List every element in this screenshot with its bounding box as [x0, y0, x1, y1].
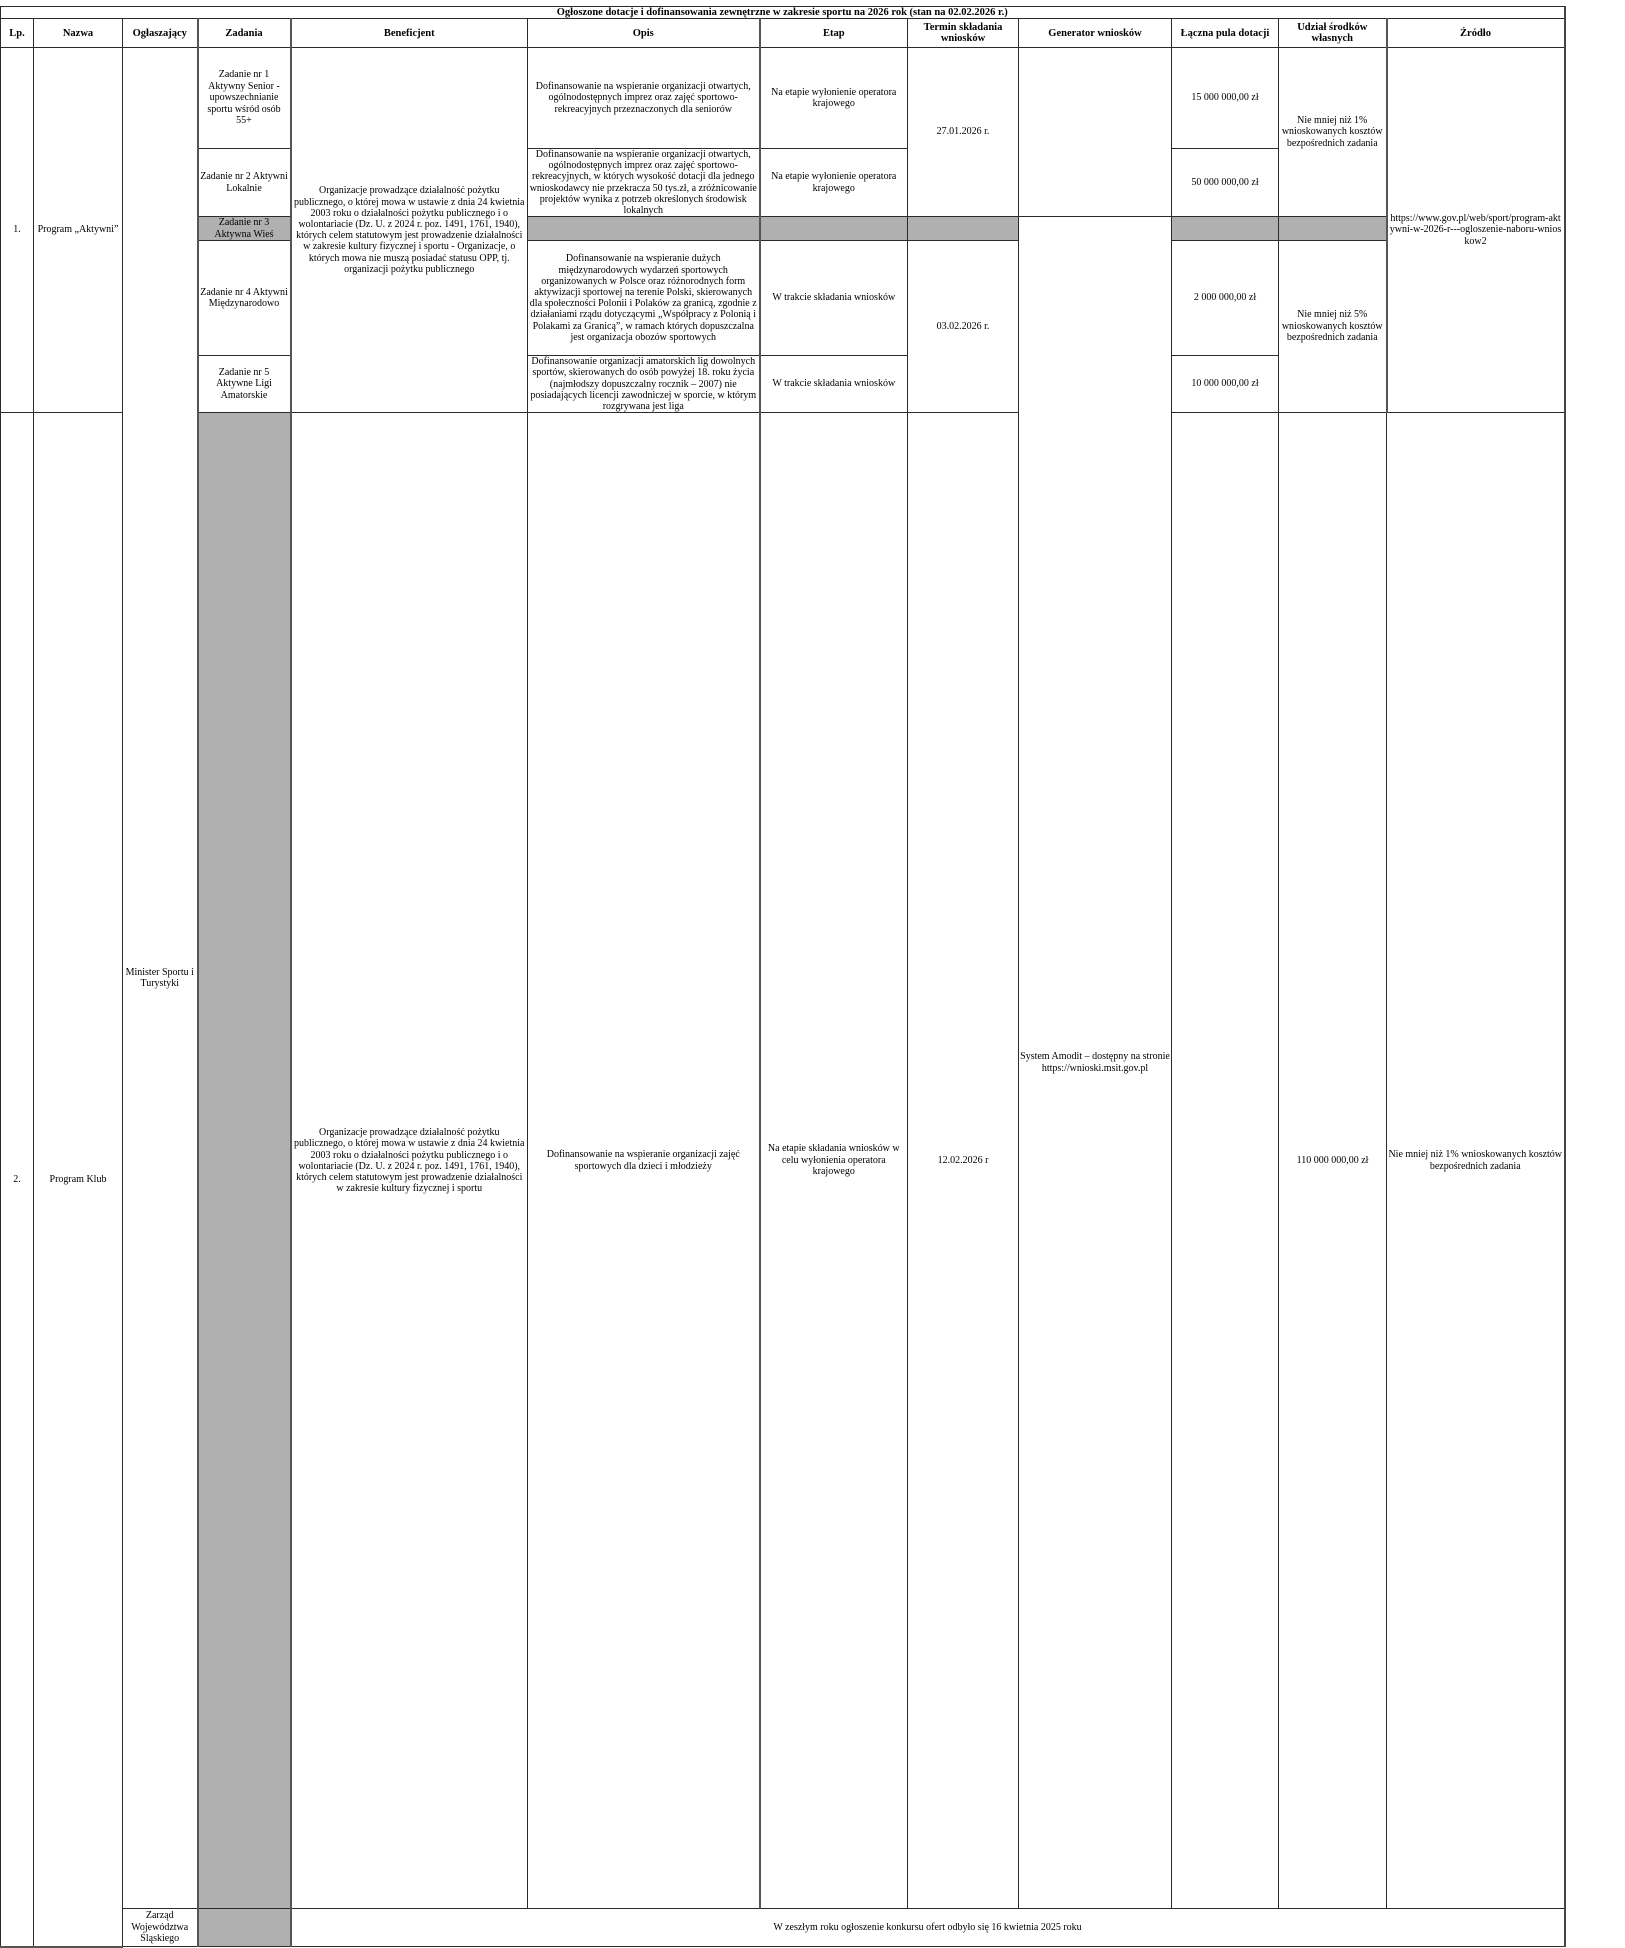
program-2-lp: 2. [1, 413, 34, 1947]
table-row [1, 217, 1565, 241]
deadline-group-1: 27.01.2026 r. [908, 48, 1019, 217]
generator-top-blank [1019, 48, 1172, 217]
table-row [1, 48, 1565, 149]
task-4-name: Zadanie nr 4 Aktywni Międzynarodowo [198, 241, 291, 356]
header-udzial: Udział środków własnych [1279, 19, 1387, 48]
task-1-pool: 15 000 000,00 zł [1172, 48, 1279, 149]
program-2-pool: 110 000 000,00 zł [1279, 413, 1387, 1909]
task-5-stage: W trakcie składania wniosków [760, 356, 908, 413]
table-row [1, 241, 1565, 356]
program-2-beneficiary: Organizacje prowadzące działalność pożytku publicznego, o której mowa w ustawie z dnia 24 kwietnia 2003 roku o działalności pożytku publicznego i o wolontariacie (Dz. U. z 2024 r. poz. 1491, 1761, 1940), których celem statutowym jest prowadzenie działalności w zakresie kultury fizycznej i sportu [291, 413, 528, 1909]
task-3-pool [1172, 217, 1279, 241]
header-pula: Łączna pula dotacji [1172, 19, 1279, 48]
voivodeship-note: W zeszłym roku ogłoszenie konkursu ofert odbyło się 16 kwietnia 2025 roku [291, 1909, 1565, 1947]
task-5-name: Zadanie nr 5 Aktywne Ligi Amatorskie [198, 356, 291, 413]
task-2-description: Dofinansowanie na wspieranie organizacji otwartych, ogólnodostępnych imprez oraz zajęć sportowo-rekreacyjnych, w których wysokość dotacji dla jednego wnioskodawcy nie przekracza 50 tys.zł, a zróżnicowanie projektów wynika z potrzeb określonych środowisk lokalnych [528, 149, 760, 217]
header-beneficjent: Beneficjent [291, 19, 528, 48]
task-3-deadline [908, 217, 1019, 241]
header-lp: Lp. [1, 19, 34, 48]
task-2-pool: 50 000 000,00 zł [1172, 149, 1279, 217]
program-2-generator-blank [1172, 413, 1279, 1909]
program-1-lp: 1. [1, 48, 34, 413]
task-3-description [528, 217, 760, 241]
title-row [1, 7, 1565, 19]
task-3-name: Zadanie nr 3 Aktywna Wieś [198, 217, 291, 241]
task-4-pool: 2 000 000,00 zł [1172, 241, 1279, 356]
application-generator: System Amodit – dostępny na stronie https://wnioski.msit.gov.pl [1019, 217, 1172, 1909]
announcer-voivodeship: Zarząd Województwa Śląskiego [123, 1909, 198, 1947]
task-2-stage: Na etapie wyłonienie operatora krajowego [760, 149, 908, 217]
task-5-description: Dofinansowanie organizacji amatorskich lig dowolnych sportów, skierowanych do osób powyżej 18. roku życia (najmłodszy dopuszczalny rocznik – 2007) nie posiadających licencji zawodniczej w sporcie, w którym rozgrywana jest liga [528, 356, 760, 413]
grants-table [0, 6, 1566, 1948]
task-4-description: Dofinansowanie na wspieranie dużych międzynarodowych wydarzeń sportowych organizowanych w Polsce oraz różnorodnych form aktywizacji sportowej na terenie Polski, skierowanych dla społeczności Polonii i Polaków za granicą, zgodnie z działaniami rządu dotyczącymi „Współpracy z Polonią i Polakami za Granicą”, w ramach których dopuszczalna jest organizacja obozów sportowych [528, 241, 760, 356]
table-row [1, 413, 1565, 1909]
table-row [1, 1909, 1565, 1947]
program-2-name: Program Klub [34, 413, 123, 1947]
own-share-group-1: Nie mniej niż 1% wnioskowanych kosztów bezpośrednich zadania [1279, 48, 1387, 217]
program-1-source-link[interactable]: https://www.gov.pl/web/sport/program-aktywni-w-2026-r---ogloszenie-naboru-wnioskow2 [1387, 48, 1565, 413]
header-nazwa: Nazwa [34, 19, 123, 48]
program-1-beneficiary: Organizacje prowadzące działalność pożytku publicznego, o której mowa w ustawie z dnia 24 kwietnia 2003 roku o działalności pożytku publicznego i o wolontariacie (Dz. U. z 2024 r. poz. 1491, 1761, 1940), których celem statutowym jest prowadzenie działalności w zakresie kultury fizycznej i sportu - Organizacje, o których mowa nie muszą posiadać statusu OPP, tj. organizacji pożytku publicznego [291, 48, 528, 413]
header-generator: Generator wniosków [1019, 19, 1172, 48]
task-1-stage: Na etapie wyłonienie operatora krajowego [760, 48, 908, 149]
program-2-stage: Na etapie składania wniosków w celu wyłonienia operatora krajowego [760, 413, 908, 1909]
task-3-stage [760, 217, 908, 241]
program-1-name: Program „Aktywni” [34, 48, 123, 413]
header-termin: Termin składania wniosków [908, 19, 1019, 48]
table-title: Ogłoszone dotacje i dofinansowania zewnętrzne w zakresie sportu na 2026 rok (stan na 02.02.2026 r.) [1, 7, 1565, 19]
task-3-own-share [1279, 217, 1387, 241]
header-zadania: Zadania [198, 19, 291, 48]
task-1-description: Dofinansowanie na wspieranie organizacji otwartych, ogólnodostępnych imprez oraz zajęć sportowo-rekreacyjnych przeznaczonych dla seniorów [528, 48, 760, 149]
task-5-pool: 10 000 000,00 zł [1172, 356, 1279, 413]
own-share-group-2: Nie mniej niż 5% wnioskowanych kosztów bezpośrednich zadania [1279, 241, 1387, 413]
header-zrodlo: Źródło [1387, 19, 1565, 48]
voivodeship-task [198, 1909, 291, 1947]
header-opis: Opis [528, 19, 760, 48]
program-2-deadline: 12.02.2026 r [908, 413, 1019, 1909]
program-2-description: Dofinansowanie na wspieranie organizacji zajęć sportowych dla dzieci i młodzieży [528, 413, 760, 1909]
program-2-own-share: Nie mniej niż 1% wnioskowanych kosztów bezpośrednich zadania [1387, 413, 1565, 1909]
program-2-task [198, 413, 291, 1909]
announcer-ministry: Minister Sportu i Turystyki [123, 48, 198, 1909]
header-row [1, 19, 1565, 48]
header-oglaszajacy: Ogłaszający [123, 19, 198, 48]
header-etap: Etap [760, 19, 908, 48]
task-1-name: Zadanie nr 1 Aktywny Senior - upowszechnianie sportu wśród osób 55+ [198, 48, 291, 149]
deadline-group-2: 03.02.2026 r. [908, 241, 1019, 413]
task-2-name: Zadanie nr 2 Aktywni Lokalnie [198, 149, 291, 217]
task-4-stage: W trakcie składania wniosków [760, 241, 908, 356]
